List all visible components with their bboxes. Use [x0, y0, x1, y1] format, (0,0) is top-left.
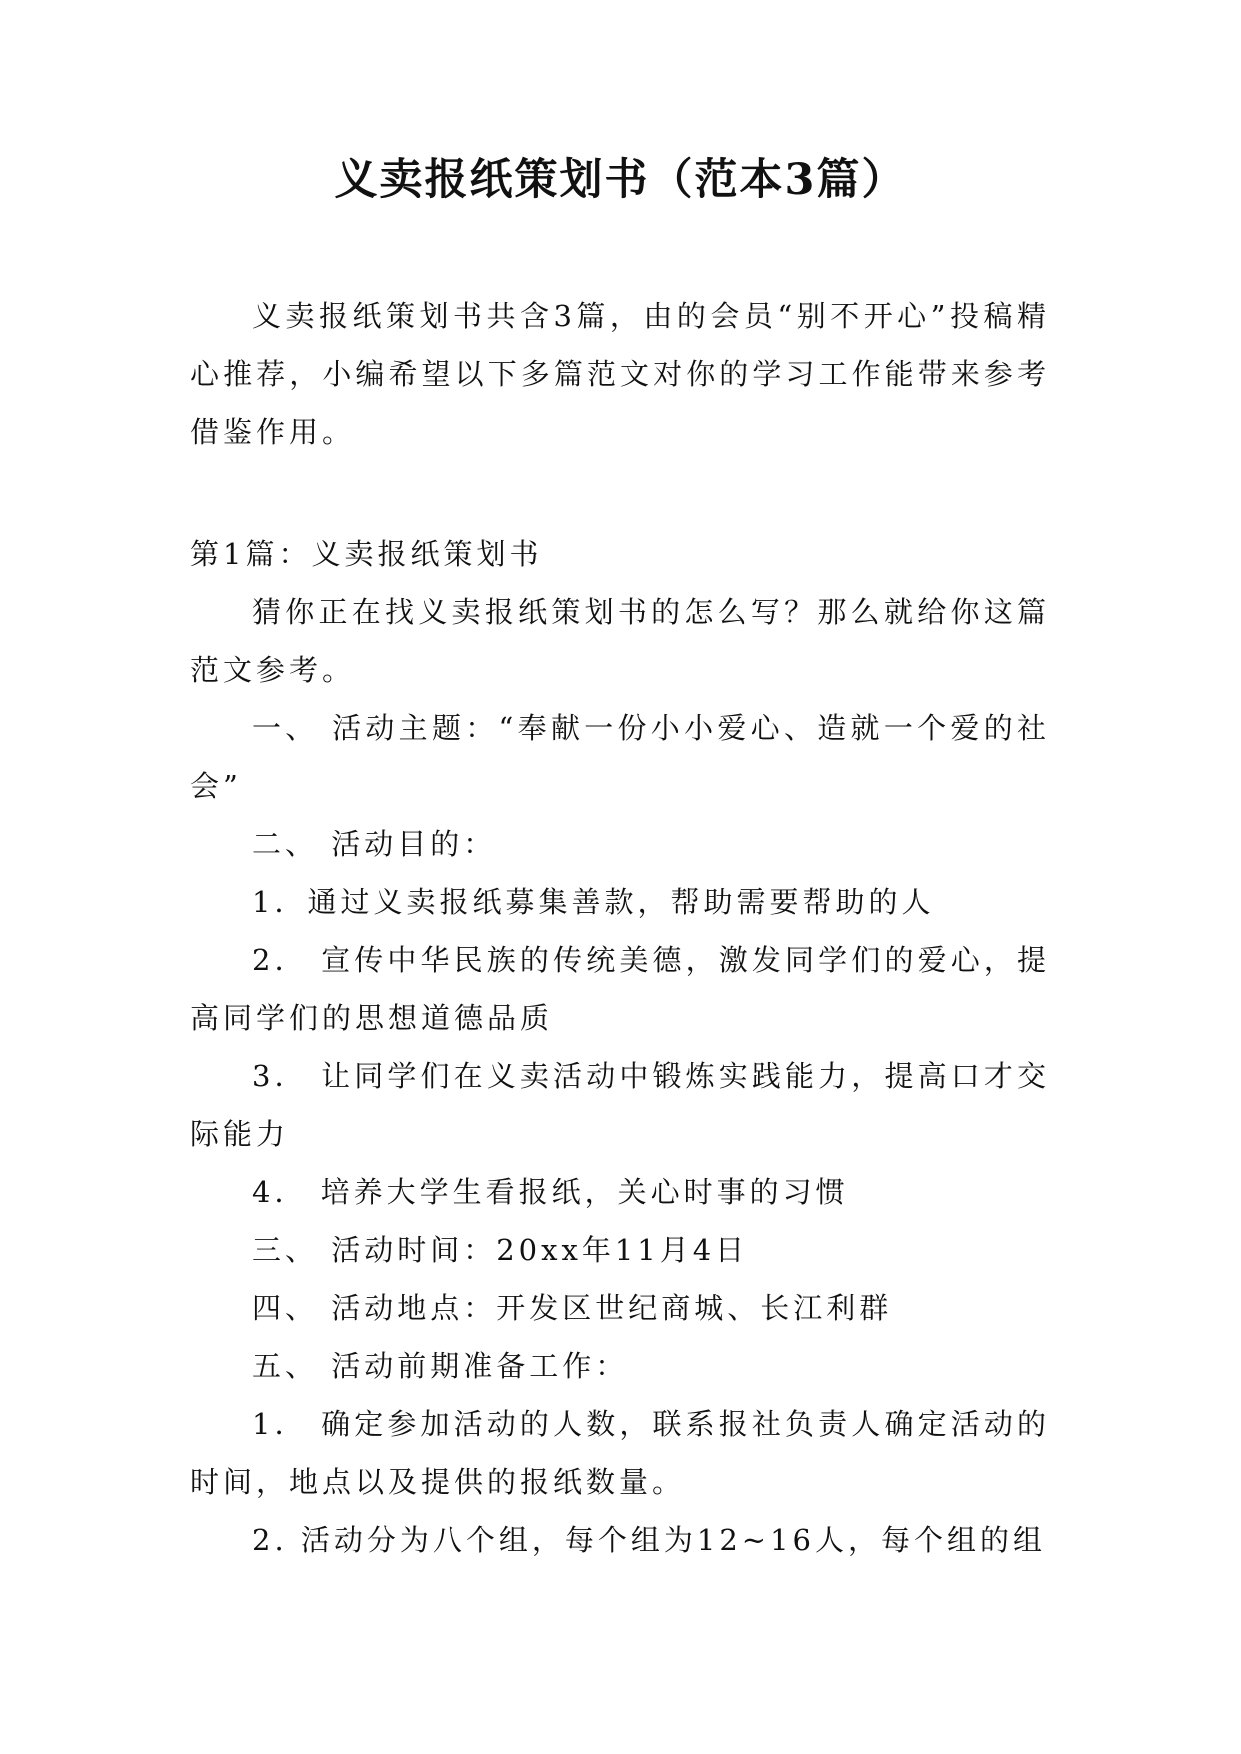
- body-paragraph: 二、 活动目的：: [252, 827, 497, 861]
- section-heading: 第1篇：义卖报纸策划书: [190, 537, 543, 571]
- body-paragraph: 1．通过义卖报纸募集善款，帮助需要帮助的人: [252, 885, 935, 919]
- document-body: [190, 287, 1050, 1569]
- body-paragraph: 3． 让同学们在义卖活动中锻炼实践能力，提高口才交际能力: [190, 1059, 1050, 1151]
- body-paragraph: 猜你正在找义卖报纸策划书的怎么写？那么就给你这篇范文参考。: [190, 595, 1050, 687]
- section-spacer: [190, 461, 1050, 525]
- document-title: 义卖报纸策划书（范本3篇）: [334, 155, 907, 205]
- body-paragraph: 2. 活动分为八个组，每个组为12~16人，每个组的组: [252, 1523, 1046, 1557]
- body-paragraph: 五、 活动前期准备工作：: [252, 1349, 629, 1383]
- body-paragraph: 四、 活动地点：开发区世纪商城、长江利群: [252, 1291, 893, 1325]
- body-paragraph: 2． 宣传中华民族的传统美德，激发同学们的爱心，提高同学们的思想道德品质: [190, 943, 1050, 1035]
- body-paragraph: 4． 培养大学生看报纸，关心时事的习惯: [252, 1175, 849, 1209]
- body-paragraph: 一、 活动主题：“奉献一份小小爱心、造就一个爱的社会”: [190, 711, 1050, 803]
- body-paragraph: 三、 活动时间：20xx年11月4日: [252, 1233, 749, 1267]
- intro-paragraph: 义卖报纸策划书共含3篇，由的会员“别不开心”投稿精心推荐，小编希望以下多篇范文对你的学习工作能带来参考借鉴作用。: [190, 299, 1050, 449]
- body-paragraph: 1． 确定参加活动的人数，联系报社负责人确定活动的时间，地点以及提供的报纸数量。: [190, 1407, 1050, 1499]
